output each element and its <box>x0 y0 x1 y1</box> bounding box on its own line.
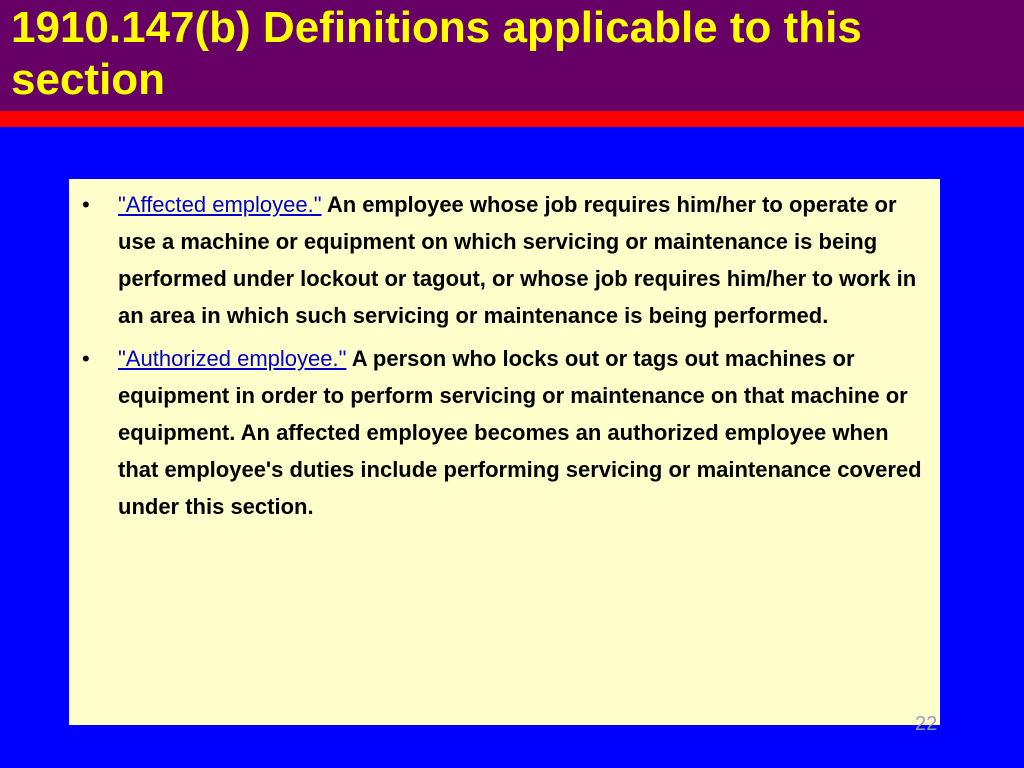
bullet-icon: • <box>82 346 90 371</box>
definition-affected-employee <box>69 186 940 334</box>
definition-authorized-employee <box>69 340 940 525</box>
authorized-employee-definition: A person who locks out or tags out machines or equipment in order to perform servicing or maintenance on that machine or equipment. An affected employee becomes an authorized employee when that employee's duties include performing servicing or maintenance covered under this section. <box>118 346 922 519</box>
title-bar <box>0 0 1024 113</box>
affected-employee-definition: An employee whose job requires him/her to operate or use a machine or equipment on which servicing or maintenance is being performed under lockout or tagout, or whose job requires him/her to work in an area in which such servicing or maintenance is being performed. <box>118 192 917 328</box>
definitions-panel <box>69 179 940 725</box>
affected-employee-link[interactable]: "Affected employee." <box>118 192 322 217</box>
title-divider <box>0 111 1024 127</box>
bullet-icon: • <box>82 192 90 217</box>
authorized-employee-link[interactable]: "Authorized employee." <box>118 346 347 371</box>
definitions-list <box>69 186 940 531</box>
page-number: 22 <box>915 713 938 735</box>
slide-title: 1910.147(b) Definitions applicable to this section <box>11 3 862 104</box>
